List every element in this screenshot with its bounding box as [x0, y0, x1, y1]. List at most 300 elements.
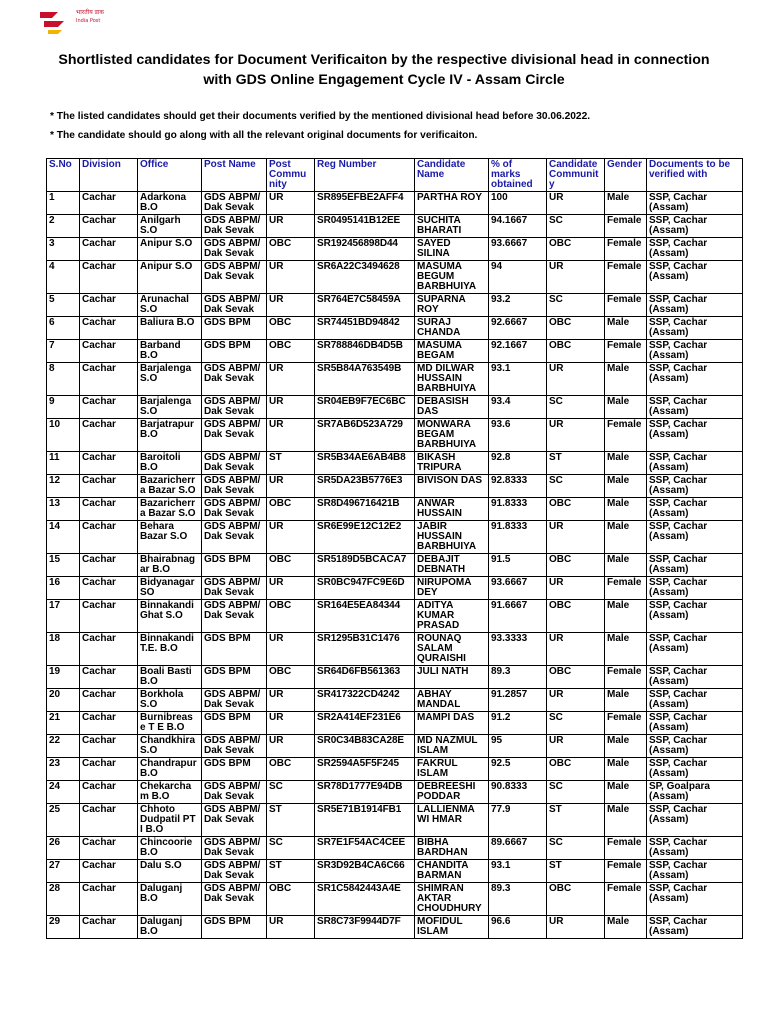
cell-gender: Female	[605, 237, 647, 260]
cell-documents: SSP, Cachar (Assam)	[647, 339, 743, 362]
cell-post-name: GDS ABPM/ Dak Sevak	[202, 576, 267, 599]
cell-documents: SSP, Cachar (Assam)	[647, 632, 743, 665]
cell-reg-number: SR64D6FB561363	[315, 665, 415, 688]
cell-gender: Female	[605, 418, 647, 451]
cell-division: Cachar	[80, 339, 138, 362]
cell-gender: Female	[605, 260, 647, 293]
cell-division: Cachar	[80, 474, 138, 497]
table-row	[47, 757, 743, 780]
cell-office: Barjatrapur B.O	[138, 418, 202, 451]
cell-post-community: OBC	[267, 882, 315, 915]
cell-candidate-name: SAYED SILINA	[415, 237, 489, 260]
cell-office: Daluganj B.O	[138, 882, 202, 915]
table-row	[47, 191, 743, 214]
cell-candidate-name: NIRUPOMA DEY	[415, 576, 489, 599]
cell-candidate-name: BIBHA BARDHAN	[415, 836, 489, 859]
cell-reg-number: SR0BC947FC9E6D	[315, 576, 415, 599]
cell-post-name: GDS BPM	[202, 665, 267, 688]
cell-gender: Female	[605, 339, 647, 362]
cell-documents: SSP, Cachar (Assam)	[647, 191, 743, 214]
cell-gender: Male	[605, 316, 647, 339]
cell-marks: 96.6	[489, 915, 547, 938]
cell-reg-number: SR7E1F54AC4CEE	[315, 836, 415, 859]
cell-marks: 94.1667	[489, 214, 547, 237]
note-original-documents: * The candidate should go along with all the relevant original documents for verificaiton.	[50, 130, 478, 141]
cell-sno: 27	[47, 859, 80, 882]
cell-division: Cachar	[80, 711, 138, 734]
cell-reg-number: SR74451BD94842	[315, 316, 415, 339]
cell-candidate-name: ROUNAQ SALAM QURAISHI	[415, 632, 489, 665]
cell-post-community: ST	[267, 859, 315, 882]
cell-post-community: ST	[267, 451, 315, 474]
cell-office: Barjalenga S.O	[138, 395, 202, 418]
cell-office: Baroitoli B.O	[138, 451, 202, 474]
cell-office: Chekarcha m B.O	[138, 780, 202, 803]
cell-division: Cachar	[80, 688, 138, 711]
cell-post-community: OBC	[267, 316, 315, 339]
cell-sno: 11	[47, 451, 80, 474]
cell-candidate-name: FAKRUL ISLAM	[415, 757, 489, 780]
note-deadline: * The listed candidates should get their documents verified by the mentioned divisional head before 30.06.2022.	[50, 111, 591, 122]
cell-marks: 91.8333	[489, 497, 547, 520]
cell-marks: 91.6667	[489, 599, 547, 632]
cell-division: Cachar	[80, 553, 138, 576]
table-row	[47, 395, 743, 418]
cell-reg-number: SR6E99E12C12E2	[315, 520, 415, 553]
cell-marks: 89.6667	[489, 836, 547, 859]
cell-division: Cachar	[80, 260, 138, 293]
cell-post-community: UR	[267, 418, 315, 451]
page-title	[20, 50, 748, 90]
cell-marks: 94	[489, 260, 547, 293]
cell-post-name: GDS ABPM/ Dak Sevak	[202, 882, 267, 915]
cell-post-community: UR	[267, 214, 315, 237]
table-row	[47, 734, 743, 757]
cell-marks: 92.8333	[489, 474, 547, 497]
cell-post-name: GDS ABPM/ Dak Sevak	[202, 688, 267, 711]
cell-division: Cachar	[80, 576, 138, 599]
cell-post-community: OBC	[267, 497, 315, 520]
table-row	[47, 859, 743, 882]
cell-post-community: UR	[267, 576, 315, 599]
cell-division: Cachar	[80, 316, 138, 339]
cell-sno: 15	[47, 553, 80, 576]
cell-reg-number: SR0495141B12EE	[315, 214, 415, 237]
cell-candidate-name: JABIR HUSSAIN BARBHUIYA	[415, 520, 489, 553]
cell-reg-number: SR5E71B1914FB1	[315, 803, 415, 836]
cell-division: Cachar	[80, 497, 138, 520]
cell-candidate-community: OBC	[547, 665, 605, 688]
cell-reg-number: SR04EB9F7EC6BC	[315, 395, 415, 418]
cell-office: Chandkhira S.O	[138, 734, 202, 757]
cell-documents: SSP, Cachar (Assam)	[647, 859, 743, 882]
cell-candidate-name: ABHAY MANDAL	[415, 688, 489, 711]
cell-reg-number: SR2A414EF231E6	[315, 711, 415, 734]
cell-post-name: GDS BPM	[202, 339, 267, 362]
cell-marks: 91.2857	[489, 688, 547, 711]
cell-reg-number: SR3D92B4CA6C66	[315, 859, 415, 882]
cell-post-community: SC	[267, 836, 315, 859]
cell-sno: 14	[47, 520, 80, 553]
cell-marks: 91.2	[489, 711, 547, 734]
cell-post-name: GDS BPM	[202, 915, 267, 938]
cell-sno: 20	[47, 688, 80, 711]
table-row	[47, 497, 743, 520]
shortlist-table	[46, 158, 743, 939]
cell-post-name: GDS BPM	[202, 553, 267, 576]
cell-marks: 91.8333	[489, 520, 547, 553]
cell-gender: Male	[605, 915, 647, 938]
cell-candidate-name: CHANDITA BARMAN	[415, 859, 489, 882]
cell-documents: SSP, Cachar (Assam)	[647, 803, 743, 836]
cell-marks: 92.5	[489, 757, 547, 780]
col-header-gender: Gender	[605, 159, 647, 192]
cell-candidate-name: DEBAJIT DEBNATH	[415, 553, 489, 576]
cell-candidate-community: UR	[547, 576, 605, 599]
cell-candidate-community: SC	[547, 293, 605, 316]
table-row	[47, 665, 743, 688]
cell-gender: Male	[605, 688, 647, 711]
cell-division: Cachar	[80, 859, 138, 882]
cell-office: Dalu S.O	[138, 859, 202, 882]
cell-candidate-community: OBC	[547, 339, 605, 362]
cell-sno: 21	[47, 711, 80, 734]
cell-gender: Male	[605, 497, 647, 520]
cell-division: Cachar	[80, 734, 138, 757]
cell-documents: SSP, Cachar (Assam)	[647, 553, 743, 576]
cell-post-name: GDS ABPM/ Dak Sevak	[202, 599, 267, 632]
cell-documents: SSP, Cachar (Assam)	[647, 836, 743, 859]
cell-division: Cachar	[80, 632, 138, 665]
cell-reg-number: SR164E5EA84344	[315, 599, 415, 632]
cell-candidate-community: SC	[547, 780, 605, 803]
cell-gender: Male	[605, 362, 647, 395]
cell-reg-number: SR192456898D44	[315, 237, 415, 260]
cell-post-name: GDS ABPM/ Dak Sevak	[202, 780, 267, 803]
table-row	[47, 632, 743, 665]
col-header-documents: Documents to be verified with	[647, 159, 743, 192]
cell-reg-number: SR5DA23B5776E3	[315, 474, 415, 497]
cell-office: Burnibreas e T E B.O	[138, 711, 202, 734]
table-row	[47, 576, 743, 599]
cell-division: Cachar	[80, 757, 138, 780]
cell-reg-number: SR7AB6D523A729	[315, 418, 415, 451]
cell-candidate-community: OBC	[547, 599, 605, 632]
cell-candidate-community: UR	[547, 362, 605, 395]
table-row	[47, 803, 743, 836]
cell-documents: SSP, Cachar (Assam)	[647, 418, 743, 451]
cell-documents: SSP, Cachar (Assam)	[647, 497, 743, 520]
cell-gender: Male	[605, 553, 647, 576]
logo-hindi-text: भारतीय डाक	[76, 9, 104, 16]
cell-sno: 22	[47, 734, 80, 757]
cell-documents: SSP, Cachar (Assam)	[647, 757, 743, 780]
cell-gender: Male	[605, 395, 647, 418]
col-header-reg-number: Reg Number	[315, 159, 415, 192]
cell-post-name: GDS ABPM/ Dak Sevak	[202, 214, 267, 237]
cell-documents: SSP, Cachar (Assam)	[647, 316, 743, 339]
cell-documents: SSP, Cachar (Assam)	[647, 576, 743, 599]
cell-reg-number: SR78D1777E94DB	[315, 780, 415, 803]
cell-sno: 12	[47, 474, 80, 497]
cell-post-name: GDS ABPM/ Dak Sevak	[202, 293, 267, 316]
table-row	[47, 339, 743, 362]
cell-documents: SSP, Cachar (Assam)	[647, 599, 743, 632]
table-row	[47, 474, 743, 497]
cell-sno: 3	[47, 237, 80, 260]
cell-candidate-community: UR	[547, 915, 605, 938]
cell-reg-number: SR5B84A763549B	[315, 362, 415, 395]
cell-documents: SSP, Cachar (Assam)	[647, 362, 743, 395]
cell-division: Cachar	[80, 599, 138, 632]
cell-office: Baliura B.O	[138, 316, 202, 339]
cell-post-name: GDS ABPM/ Dak Sevak	[202, 474, 267, 497]
cell-marks: 91.5	[489, 553, 547, 576]
cell-post-name: GDS ABPM/ Dak Sevak	[202, 237, 267, 260]
cell-post-name: GDS ABPM/ Dak Sevak	[202, 260, 267, 293]
cell-candidate-name: SHIMRAN AKTAR CHOUDHURY	[415, 882, 489, 915]
cell-sno: 5	[47, 293, 80, 316]
cell-post-name: GDS ABPM/ Dak Sevak	[202, 395, 267, 418]
cell-candidate-community: OBC	[547, 237, 605, 260]
cell-candidate-name: DEBREESHI PODDAR	[415, 780, 489, 803]
cell-division: Cachar	[80, 836, 138, 859]
cell-gender: Female	[605, 576, 647, 599]
cell-documents: SP, Goalpara (Assam)	[647, 780, 743, 803]
cell-candidate-name: SUPARNA ROY	[415, 293, 489, 316]
cell-sno: 9	[47, 395, 80, 418]
cell-post-community: SC	[267, 780, 315, 803]
cell-sno: 6	[47, 316, 80, 339]
cell-office: Boali Basti B.O	[138, 665, 202, 688]
cell-sno: 7	[47, 339, 80, 362]
cell-marks: 92.8	[489, 451, 547, 474]
cell-division: Cachar	[80, 520, 138, 553]
col-header-division: Division	[80, 159, 138, 192]
cell-candidate-name: MD NAZMUL ISLAM	[415, 734, 489, 757]
table-row	[47, 362, 743, 395]
cell-documents: SSP, Cachar (Assam)	[647, 688, 743, 711]
cell-gender: Female	[605, 214, 647, 237]
table-row	[47, 688, 743, 711]
cell-office: Chandrapur B.O	[138, 757, 202, 780]
cell-post-community: OBC	[267, 599, 315, 632]
table-row	[47, 711, 743, 734]
cell-reg-number: SR6A22C3494628	[315, 260, 415, 293]
cell-marks: 93.2	[489, 293, 547, 316]
cell-gender: Male	[605, 451, 647, 474]
cell-division: Cachar	[80, 293, 138, 316]
cell-reg-number: SR2594A5F5F245	[315, 757, 415, 780]
cell-post-name: GDS ABPM/ Dak Sevak	[202, 734, 267, 757]
cell-documents: SSP, Cachar (Assam)	[647, 882, 743, 915]
cell-post-community: UR	[267, 915, 315, 938]
cell-marks: 100	[489, 191, 547, 214]
cell-post-community: UR	[267, 711, 315, 734]
cell-post-name: GDS ABPM/ Dak Sevak	[202, 451, 267, 474]
cell-post-community: UR	[267, 734, 315, 757]
cell-reg-number: SR764E7C58459A	[315, 293, 415, 316]
cell-office: Bhairabnag ar B.O	[138, 553, 202, 576]
cell-candidate-name: BIKASH TRIPURA	[415, 451, 489, 474]
cell-post-community: UR	[267, 688, 315, 711]
cell-division: Cachar	[80, 803, 138, 836]
cell-marks: 93.1	[489, 859, 547, 882]
cell-post-name: GDS ABPM/ Dak Sevak	[202, 191, 267, 214]
table-row	[47, 260, 743, 293]
cell-reg-number: SR1C5842443A4E	[315, 882, 415, 915]
cell-candidate-name: SURAJ CHANDA	[415, 316, 489, 339]
cell-sno: 25	[47, 803, 80, 836]
cell-gender: Female	[605, 882, 647, 915]
cell-sno: 26	[47, 836, 80, 859]
cell-post-community: OBC	[267, 339, 315, 362]
title-line-2: with GDS Online Engagement Cycle IV - Assam Circle	[203, 72, 565, 88]
cell-documents: SSP, Cachar (Assam)	[647, 293, 743, 316]
cell-candidate-community: UR	[547, 520, 605, 553]
cell-division: Cachar	[80, 362, 138, 395]
cell-post-name: GDS ABPM/ Dak Sevak	[202, 418, 267, 451]
cell-candidate-community: ST	[547, 451, 605, 474]
cell-sno: 10	[47, 418, 80, 451]
cell-post-community: UR	[267, 260, 315, 293]
col-header-marks: % of marks obtained	[489, 159, 547, 192]
cell-post-name: GDS ABPM/ Dak Sevak	[202, 836, 267, 859]
cell-documents: SSP, Cachar (Assam)	[647, 734, 743, 757]
cell-candidate-community: ST	[547, 803, 605, 836]
table-row	[47, 293, 743, 316]
cell-marks: 93.6	[489, 418, 547, 451]
cell-sno: 16	[47, 576, 80, 599]
cell-candidate-community: OBC	[547, 316, 605, 339]
cell-candidate-community: UR	[547, 260, 605, 293]
cell-post-name: GDS ABPM/ Dak Sevak	[202, 362, 267, 395]
cell-reg-number: SR5B34AE6AB4B8	[315, 451, 415, 474]
cell-division: Cachar	[80, 882, 138, 915]
cell-reg-number: SR895EFBE2AFF4	[315, 191, 415, 214]
cell-post-name: GDS BPM	[202, 757, 267, 780]
cell-candidate-community: OBC	[547, 553, 605, 576]
cell-post-name: GDS BPM	[202, 711, 267, 734]
cell-gender: Female	[605, 836, 647, 859]
cell-candidate-name: LALLIENMA WI HMAR	[415, 803, 489, 836]
cell-reg-number: SR0C34B83CA28E	[315, 734, 415, 757]
cell-division: Cachar	[80, 451, 138, 474]
cell-gender: Male	[605, 632, 647, 665]
cell-reg-number: SR788846DB4D5B	[315, 339, 415, 362]
table-row	[47, 599, 743, 632]
table-header-row	[47, 159, 743, 192]
col-header-candidate-community: Candidate Community	[547, 159, 605, 192]
cell-post-name: GDS BPM	[202, 632, 267, 665]
cell-marks: 89.3	[489, 882, 547, 915]
cell-gender: Female	[605, 859, 647, 882]
cell-division: Cachar	[80, 780, 138, 803]
col-header-post-name: Post Name	[202, 159, 267, 192]
cell-office: Daluganj B.O	[138, 915, 202, 938]
cell-office: Anipur S.O	[138, 237, 202, 260]
cell-candidate-name: MD DILWAR HUSSAIN BARBHUIYA	[415, 362, 489, 395]
cell-post-community: OBC	[267, 757, 315, 780]
cell-post-community: UR	[267, 191, 315, 214]
cell-division: Cachar	[80, 915, 138, 938]
cell-documents: SSP, Cachar (Assam)	[647, 474, 743, 497]
col-header-sno: S.No	[47, 159, 80, 192]
cell-marks: 90.8333	[489, 780, 547, 803]
cell-gender: Female	[605, 293, 647, 316]
cell-office: Behara Bazar S.O	[138, 520, 202, 553]
cell-post-name: GDS ABPM/ Dak Sevak	[202, 520, 267, 553]
cell-post-community: UR	[267, 293, 315, 316]
cell-candidate-name: PARTHA ROY	[415, 191, 489, 214]
cell-candidate-community: SC	[547, 214, 605, 237]
col-header-post-community: Post Community	[267, 159, 315, 192]
cell-candidate-name: SUCHITA BHARATI	[415, 214, 489, 237]
cell-post-community: UR	[267, 474, 315, 497]
cell-division: Cachar	[80, 665, 138, 688]
cell-candidate-community: OBC	[547, 757, 605, 780]
cell-candidate-name: MASUMA BEGAM	[415, 339, 489, 362]
cell-post-community: UR	[267, 395, 315, 418]
cell-candidate-community: UR	[547, 191, 605, 214]
cell-reg-number: SR5189D5BCACA7	[315, 553, 415, 576]
cell-marks: 89.3	[489, 665, 547, 688]
cell-gender: Male	[605, 191, 647, 214]
cell-candidate-name: DEBASISH DAS	[415, 395, 489, 418]
cell-documents: SSP, Cachar (Assam)	[647, 451, 743, 474]
table-row	[47, 915, 743, 938]
cell-office: Anipur S.O	[138, 260, 202, 293]
table-row	[47, 780, 743, 803]
cell-sno: 1	[47, 191, 80, 214]
cell-documents: SSP, Cachar (Assam)	[647, 260, 743, 293]
cell-reg-number: SR417322CD4242	[315, 688, 415, 711]
cell-gender: Male	[605, 520, 647, 553]
cell-reg-number: SR8D496716421B	[315, 497, 415, 520]
cell-office: Chhoto Dudpatil PT I B.O	[138, 803, 202, 836]
col-header-candidate-name: Candidate Name	[415, 159, 489, 192]
cell-post-name: GDS BPM	[202, 316, 267, 339]
cell-sno: 8	[47, 362, 80, 395]
cell-candidate-name: BIVISON DAS	[415, 474, 489, 497]
cell-gender: Male	[605, 474, 647, 497]
cell-division: Cachar	[80, 395, 138, 418]
cell-documents: SSP, Cachar (Assam)	[647, 665, 743, 688]
cell-office: Binnakandi T.E. B.O	[138, 632, 202, 665]
cell-documents: SSP, Cachar (Assam)	[647, 395, 743, 418]
title-line-1: Shortlisted candidates for Document Verificaiton by the respective divisional head in connection	[58, 52, 710, 68]
cell-office: Barband B.O	[138, 339, 202, 362]
cell-office: Adarkona B.O	[138, 191, 202, 214]
cell-sno: 23	[47, 757, 80, 780]
cell-office: Barjalenga S.O	[138, 362, 202, 395]
cell-documents: SSP, Cachar (Assam)	[647, 520, 743, 553]
cell-documents: SSP, Cachar (Assam)	[647, 711, 743, 734]
cell-candidate-name: JULI NATH	[415, 665, 489, 688]
cell-sno: 13	[47, 497, 80, 520]
cell-candidate-community: SC	[547, 474, 605, 497]
cell-documents: SSP, Cachar (Assam)	[647, 237, 743, 260]
cell-candidate-community: SC	[547, 395, 605, 418]
cell-sno: 2	[47, 214, 80, 237]
cell-post-community: UR	[267, 520, 315, 553]
cell-post-community: OBC	[267, 237, 315, 260]
table-row	[47, 316, 743, 339]
cell-reg-number: SR8C73F9944D7F	[315, 915, 415, 938]
table-row	[47, 214, 743, 237]
cell-candidate-community: ST	[547, 859, 605, 882]
cell-post-community: OBC	[267, 553, 315, 576]
